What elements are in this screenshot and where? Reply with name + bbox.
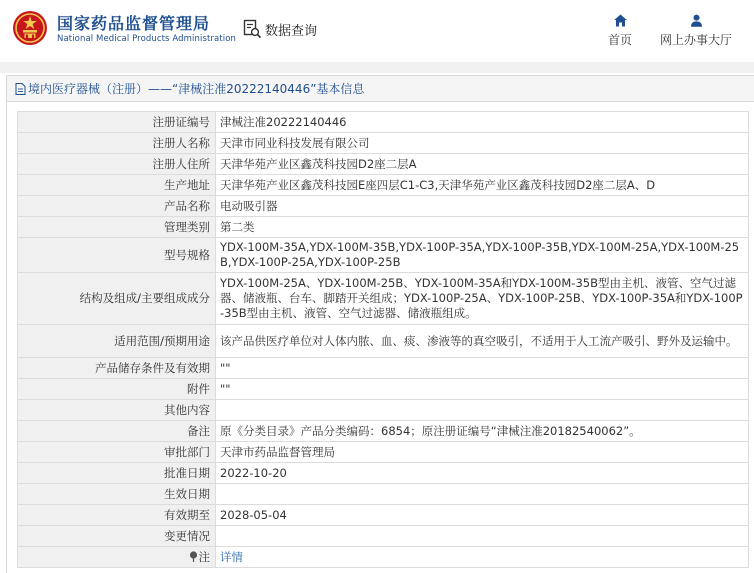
nav-home-label: 首页 xyxy=(607,33,632,47)
header-divider xyxy=(0,62,754,73)
table-row xyxy=(18,463,749,484)
site-header xyxy=(0,0,754,62)
table-row xyxy=(18,421,749,442)
document-icon xyxy=(15,83,26,95)
org-name-en: National Medical Products Administration xyxy=(57,34,236,44)
field-value: 原《分类目录》产品分类编码：6854；原注册证编号“津械注准20182540062”。 xyxy=(216,421,749,442)
nav-online-office[interactable] xyxy=(655,14,737,50)
field-label: 管理类别 xyxy=(18,217,216,238)
table-row xyxy=(18,217,749,238)
field-label: 产品名称 xyxy=(18,196,216,217)
field-value: 第二类 xyxy=(216,217,749,238)
table-row xyxy=(18,526,749,547)
field-label: 型号规格 xyxy=(18,238,216,273)
field-label: 注册人名称 xyxy=(18,133,216,154)
field-label: 注册人住所 xyxy=(18,154,216,175)
national-emblem-logo[interactable] xyxy=(12,10,48,46)
table-row xyxy=(18,112,749,133)
field-label: 备注 xyxy=(18,421,216,442)
org-name-cn: 国家药品监督管理局 xyxy=(57,14,211,33)
field-label: 变更情况 xyxy=(18,526,216,547)
field-value: "" xyxy=(216,358,749,379)
field-label: 生效日期 xyxy=(18,484,216,505)
field-label: 产品储存条件及有效期 xyxy=(18,358,216,379)
field-value: 天津华苑产业区鑫茂科技园E座四层C1-C3,天津华苑产业区鑫茂科技园D2座二层A、D xyxy=(216,175,749,196)
table-row xyxy=(18,238,749,273)
table-row xyxy=(18,154,749,175)
field-label: 有效期至 xyxy=(18,505,216,526)
field-value: 该产品供医疗单位对人体内脓、血、痰、渗液等的真空吸引，不适用于人工流产吸引、野外及运输中。 xyxy=(216,325,749,358)
field-value: YDX-100M-35A,YDX-100M-35B,YDX-100P-35A,YDX-100P-35B,YDX-100M-25A,YDX-100M-25B,YDX-100P-25A,YDX-100P-25B xyxy=(216,238,749,273)
table-row xyxy=(18,196,749,217)
table-row xyxy=(18,547,749,568)
document-search-icon xyxy=(243,19,262,39)
home-icon xyxy=(614,14,627,27)
nav-home[interactable] xyxy=(603,14,637,50)
field-label: 附件 xyxy=(18,379,216,400)
field-value xyxy=(216,484,749,505)
field-value: YDX-100M-25A、YDX-100M-25B、YDX-100M-35A和YDX-100M-35B型由主机、液管、空气过滤器、储液瓶、台车、脚踏开关组成；YDX-100P-25A、YDX-100P-25B、YDX-100P-35A和YDX-100P-35B型由主机、液管、空气过滤器、储液瓶组成。 xyxy=(216,273,749,325)
field-label: 结构及组成/主要组成成分 xyxy=(18,273,216,325)
field-value: 天津市同业科技发展有限公司 xyxy=(216,133,749,154)
table-row xyxy=(18,484,749,505)
field-value: 天津华苑产业区鑫茂科技园D2座二层A xyxy=(216,154,749,175)
field-value xyxy=(216,400,749,421)
field-label: 审批部门 xyxy=(18,442,216,463)
field-label: 注册证编号 xyxy=(18,112,216,133)
field-label: 适用范围/预期用途 xyxy=(18,325,216,358)
details-link[interactable]: 详情 xyxy=(220,549,243,564)
table-row xyxy=(18,505,749,526)
breadcrumb-text: 境内医疗器械（注册）——“津械注准20222140446”基本信息 xyxy=(28,82,365,96)
field-label: 生产地址 xyxy=(18,175,216,196)
table-row xyxy=(18,175,749,196)
nav-office-label: 网上办事大厅 xyxy=(659,33,732,47)
table-row xyxy=(18,358,749,379)
data-query-label: 数据查询 xyxy=(265,23,318,39)
breadcrumb xyxy=(6,75,754,102)
field-value xyxy=(216,526,749,547)
pin-icon xyxy=(189,551,198,562)
note-label-cell xyxy=(18,547,216,568)
note-label: 注 xyxy=(198,549,210,564)
field-value: 2022-10-20 xyxy=(216,463,749,484)
data-query-link[interactable] xyxy=(243,18,317,40)
field-value: 2028-05-04 xyxy=(216,505,749,526)
field-value: 电动吸引器 xyxy=(216,196,749,217)
detail-table xyxy=(17,111,749,568)
table-row xyxy=(18,273,749,325)
detail-panel xyxy=(6,102,754,573)
note-value-cell xyxy=(216,547,749,568)
user-icon xyxy=(690,14,703,27)
table-row xyxy=(18,400,749,421)
field-value: "" xyxy=(216,379,749,400)
field-value: 天津市药品监督管理局 xyxy=(216,442,749,463)
field-label: 其他内容 xyxy=(18,400,216,421)
table-row xyxy=(18,442,749,463)
field-label: 批准日期 xyxy=(18,463,216,484)
field-value: 津械注准20222140446 xyxy=(216,112,749,133)
table-row xyxy=(18,379,749,400)
table-row xyxy=(18,325,749,358)
table-row xyxy=(18,133,749,154)
